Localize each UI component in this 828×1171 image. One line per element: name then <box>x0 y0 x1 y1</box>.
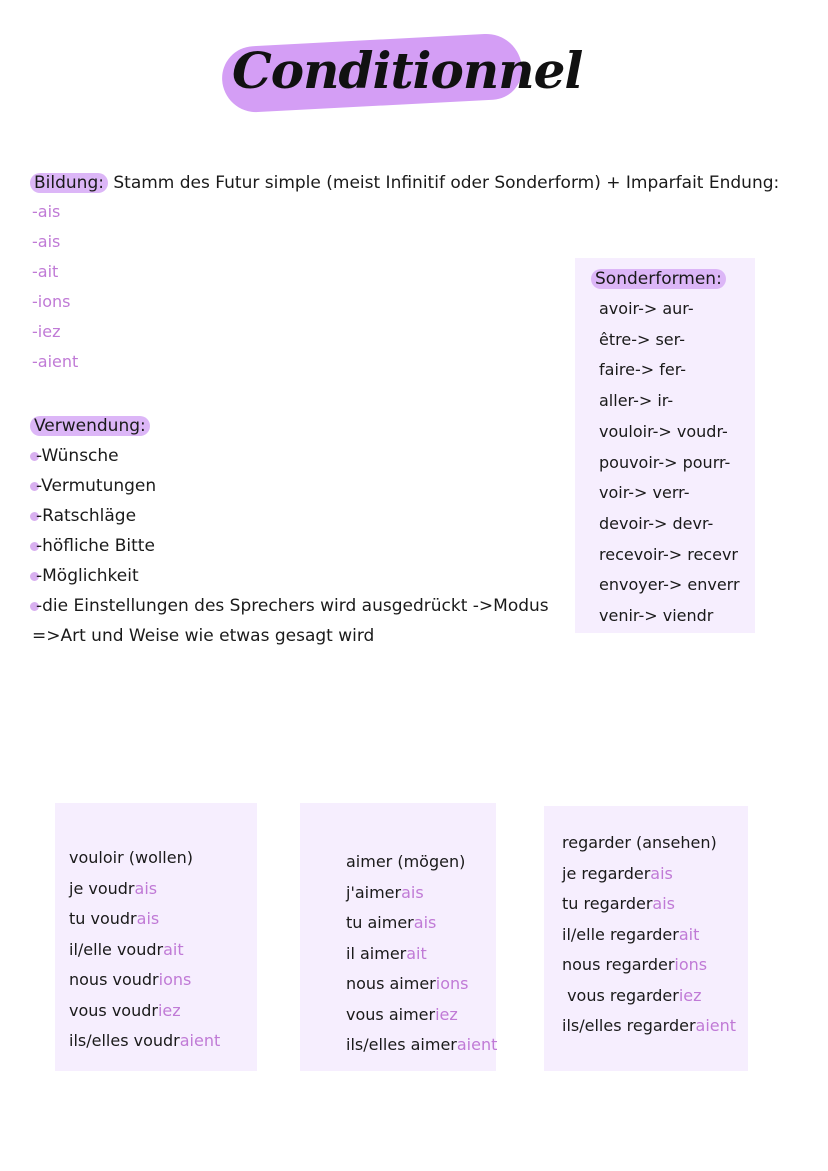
verwendung-note: =>Art und Weise wie etwas gesagt wird <box>32 626 375 646</box>
verwendung-list <box>30 441 549 651</box>
ending-item: -ions <box>32 292 71 311</box>
sonderform-item: recevoir-> recevr <box>599 544 738 564</box>
bildung-text: Stamm des Futur simple (meist Infinitif oder Sonderform) + Imparfait Endung: <box>107 173 780 193</box>
conjugation-row: vous regarderiez <box>562 985 702 1005</box>
verb-heading: regarder (ansehen) <box>562 833 717 852</box>
sonderformen-label: Sonderformen: <box>591 269 726 289</box>
verb-heading: aimer (mögen) <box>346 852 466 871</box>
conjugation-row: il aimerait <box>346 943 427 963</box>
conjugation-row: ils/elles aimeraient <box>346 1035 498 1054</box>
conjugation-row: tu regarderais <box>562 894 675 913</box>
title-block <box>222 34 583 114</box>
ending-item: -iez <box>32 322 61 341</box>
sonderformen-heading <box>595 264 726 294</box>
verb-heading: vouloir (wollen) <box>69 848 193 867</box>
conjugation-row: il/elle regarderait <box>562 924 700 944</box>
conjugation-row: il/elle voudrait <box>69 939 184 959</box>
conjugation-row: je regarderais <box>562 863 673 883</box>
conjugation-box-regarder <box>544 806 748 1071</box>
bildung-label: Bildung: <box>30 173 108 193</box>
verwendung-item: -Möglichkeit <box>30 561 549 591</box>
sonderform-item: venir-> viendr <box>599 606 714 626</box>
verwendung-item: -Vermutungen <box>30 471 549 501</box>
ending-item: -ais <box>32 232 61 251</box>
sonderform-item: faire-> fer- <box>599 360 687 380</box>
conjugation-list <box>346 847 497 1061</box>
conjugation-row: tu voudrais <box>69 909 160 928</box>
conjugation-row: ils/elles voudraient <box>69 1031 221 1050</box>
ending-item: -ait <box>32 262 59 281</box>
conjugation-box-aimer <box>300 803 496 1071</box>
verwendung-item: -die Einstellungen des Sprechers wird ausgedrückt ->Modus <box>30 591 549 621</box>
sonderform-item: devoir-> devr- <box>599 513 714 533</box>
conjugation-row: vous aimeriez <box>346 1004 458 1024</box>
conjugation-row: nous aimerions <box>346 974 469 993</box>
conjugation-box-vouloir <box>55 803 257 1071</box>
ending-list <box>32 197 78 377</box>
ending-item: -ais <box>32 202 61 221</box>
conjugation-row: nous voudrions <box>69 970 192 989</box>
verwendung-heading <box>34 411 150 441</box>
page-title: Conditionnel <box>232 41 583 100</box>
verwendung-item: -höfliche Bitte <box>30 531 549 561</box>
conjugation-row: nous regarderions <box>562 955 708 974</box>
sonderform-item: voir-> verr- <box>599 483 690 503</box>
sonderform-item: pouvoir-> pourr- <box>599 452 731 472</box>
conjugation-row: tu aimerais <box>346 913 437 932</box>
sonderform-item: envoyer-> enverr <box>599 575 740 595</box>
conjugation-row: ils/elles regarderaient <box>562 1016 737 1035</box>
conjugation-list <box>69 843 220 1057</box>
verwendung-item: -Wünsche <box>30 441 549 471</box>
sonderform-item: avoir-> aur- <box>599 299 694 318</box>
verwendung-item: -Ratschläge <box>30 501 549 531</box>
conjugation-row: j'aimerais <box>346 882 424 902</box>
sonderform-item: aller-> ir- <box>599 391 674 411</box>
sonderformen-box <box>575 258 755 633</box>
conjugation-row: vous voudriez <box>69 1000 181 1020</box>
sonderform-item: être-> ser- <box>599 329 685 349</box>
conjugation-list <box>562 828 736 1042</box>
verwendung-label: Verwendung: <box>30 416 150 436</box>
bildung-line <box>34 168 779 198</box>
conjugation-row: je voudrais <box>69 878 158 898</box>
sonderform-item: vouloir-> voudr- <box>599 421 728 441</box>
ending-item: -aient <box>32 352 79 371</box>
sonderformen-list <box>599 294 740 632</box>
